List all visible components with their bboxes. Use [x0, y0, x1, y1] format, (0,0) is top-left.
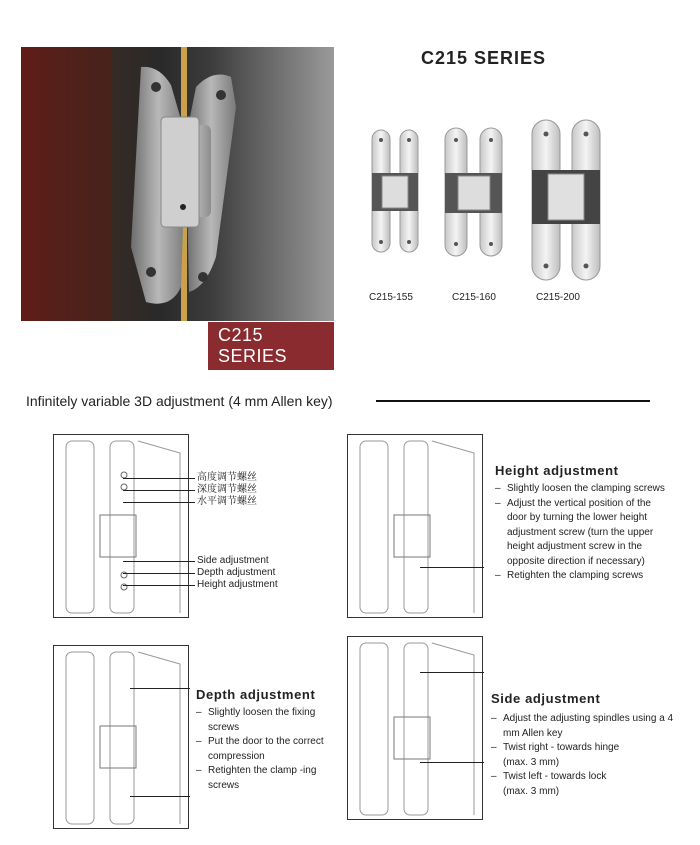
- leader-cn-3: [123, 502, 195, 503]
- side-step-1: – Adjust the adjusting spindles using a 4 mm Allen key: [491, 712, 676, 741]
- side-adjustment-title: Side adjustment: [491, 691, 601, 706]
- leader-depth-1: [130, 688, 190, 689]
- label-cn-depth-screw: 深度调节螺丝: [197, 484, 257, 495]
- model-label-200: C215-200: [536, 292, 580, 303]
- section-rule: [376, 400, 650, 402]
- side-adjustment-steps: [491, 712, 676, 799]
- diagram-height: [347, 434, 483, 618]
- leader-en-2: [123, 573, 195, 574]
- leader-cn-2: [123, 490, 195, 491]
- depth-step-3: – Retighten the clamp -ing screws: [196, 764, 326, 793]
- height-step-2: – Adjust the vertical position of the door by turning the lower height adjustment screw (turn the upper height adjustment screw in the opposite direction if necessary): [495, 497, 670, 570]
- hinge-c215-155-image: [372, 130, 418, 252]
- label-side-adjustment: Side adjustment: [197, 555, 269, 566]
- height-step-1: – Slightly loosen the clamping screws: [495, 482, 670, 497]
- leader-en-3: [123, 585, 195, 586]
- depth-adjustment-steps: [196, 706, 326, 793]
- hero-series-badge: C215 SERIES: [208, 322, 334, 370]
- depth-step-1: – Slightly loosen the fixing screws: [196, 706, 326, 735]
- model-label-160: C215-160: [452, 292, 496, 303]
- depth-adjustment-title: Depth adjustment: [196, 687, 316, 702]
- diagram-side: [347, 636, 483, 820]
- label-depth-adjustment: Depth adjustment: [197, 567, 276, 578]
- height-adjustment-title: Height adjustment: [495, 463, 619, 478]
- leader-side-1: [420, 672, 484, 673]
- leader-cn-1: [123, 478, 195, 479]
- hero-photo: [21, 47, 334, 366]
- side-step-3-note: (max. 3 mm): [503, 785, 560, 797]
- series-title: C215 SERIES: [421, 48, 547, 68]
- hinge-c215-160-image: [445, 128, 502, 256]
- hinge-c215-200-image: [532, 120, 600, 280]
- leader-en-1: [123, 561, 195, 562]
- section-heading: Infinitely variable 3D adjustment (4 mm Allen key): [26, 393, 333, 409]
- leader-height: [420, 567, 484, 568]
- label-height-adjustment: Height adjustment: [197, 579, 278, 590]
- side-step-3: – Twist left - towards lock: [491, 770, 676, 785]
- hinge-diagram-depth: [54, 646, 188, 828]
- side-step-2: – Twist right - towards hinge: [491, 741, 676, 756]
- height-adjustment-steps: [495, 482, 670, 584]
- hinge-diagram-overview: [54, 435, 188, 617]
- side-step-2-note: (max. 3 mm): [503, 756, 560, 768]
- label-cn-height-screw: 高度调节螺丝: [197, 472, 257, 483]
- leader-depth-2: [130, 796, 190, 797]
- diagram-depth: [53, 645, 189, 829]
- hinge-diagram-height: [348, 435, 482, 617]
- hinge-diagram-side: [348, 637, 482, 819]
- hinge-photo-illustration: [21, 47, 334, 321]
- depth-step-2: – Put the door to the correct compression: [196, 735, 326, 764]
- leader-side-2: [420, 762, 484, 763]
- product-hinges-row: [360, 118, 620, 288]
- model-label-155: C215-155: [369, 292, 413, 303]
- height-step-3: – Retighten the clamping screws: [495, 569, 670, 584]
- label-cn-side-screw: 水平调节螺丝: [197, 496, 257, 507]
- diagram-overview: [53, 434, 189, 618]
